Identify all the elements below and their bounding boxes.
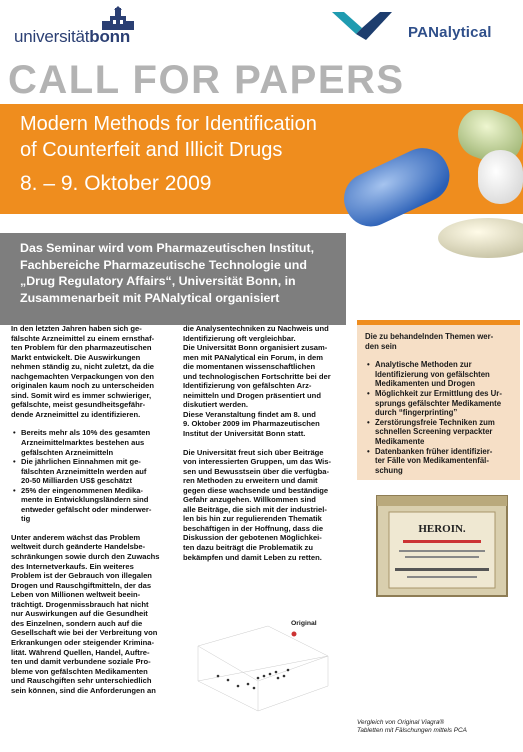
column-left (11, 324, 181, 695)
text-line: mente in Entwicklungsländern sind (21, 495, 149, 505)
heroin-box-photo (355, 484, 523, 604)
list-item: • Möglichkeit zur Ermittlung des Ur- (365, 389, 512, 399)
text-line: Medikamenten und Drogen (375, 379, 476, 389)
intro-line: „Drug Regulatory Affairs“, Universität Bonn, in (20, 274, 296, 289)
text-line: des Einzelnen, sondern auch auf die (11, 618, 143, 628)
text-line: Gefahr anzugehen. Willkommen sind (183, 495, 316, 505)
intro-box (0, 233, 346, 325)
panalytical-logo-icon (332, 10, 392, 44)
text-line: nur Auswirkungen auf die Gesundheit (11, 609, 148, 619)
col2-paragraph-1 (183, 324, 353, 439)
text-line: men mit PANalytical ein Forum, in dem (183, 352, 323, 362)
text-line: bekämpfen und damit Leben zu retten. (183, 552, 322, 562)
text-line: diskutiert werden. (183, 400, 248, 410)
text-line: Institut der Universität Bonn statt. (183, 429, 306, 439)
event-title-line-1: Modern Methods for Identification (20, 113, 317, 135)
sidebar-heading: den sein (365, 341, 397, 351)
text-line: Identifizierung oft vergleichbar. (183, 333, 296, 343)
text-line: gefälschte, meist gesundheitsgefähr- (11, 400, 146, 410)
text-line: Diskussion der gebotenen Möglichkei- (183, 533, 322, 543)
col1-paragraph-1 (11, 324, 181, 419)
text-line: ten Problem für den pharmazeutischen (11, 343, 152, 353)
text-line: Diese Veranstaltung findet am 8. und (183, 409, 316, 419)
col2-paragraph-2 (183, 448, 353, 563)
text-line: ten und damit verbundene soziale Pro- (11, 657, 151, 667)
topics-sidebar (357, 320, 520, 480)
text-line: ten dazu beiträgt die Problematik zu (183, 543, 313, 553)
text-line: bleme von gefälschten Medikamenten (11, 666, 148, 676)
text-line: originalen kaum noch zu unterscheiden (11, 381, 155, 391)
text-line: sein können, sind die Anforderungen an (11, 685, 156, 695)
text-line: fälschten Arzneimitteln werden auf (21, 466, 147, 476)
column-middle (183, 324, 353, 562)
university-name: universitätbonn (14, 27, 131, 46)
list-item: • Datenbanken früher identifizier- (365, 447, 512, 457)
caption-line: Vergleich von Original Viagra® (357, 719, 445, 726)
text-line: Markt entwickelt. Die Auswirkungen (11, 352, 141, 362)
text-line: Die Universität Bonn organisiert zusam- (183, 343, 328, 353)
text-line: Unter anderem wächst das Problem (11, 532, 141, 542)
text-line: Leben von Millionen weltweit beein- (11, 590, 141, 600)
text-line: und Rauschgiften sehr unterschiedlich (11, 676, 152, 686)
text-line: ter Fälle von Medikamentenfäl- (375, 456, 489, 466)
panalytical-name: PANalytical (408, 24, 492, 41)
text-line: von interessierten Gruppen, um das Wis- (183, 457, 332, 467)
text-line: schnellen Screening verpackter (375, 427, 493, 437)
text-line: weltweit durch geänderte Handelsbe- (11, 542, 146, 552)
text-line: sprungs gefälschter Medikamente (375, 398, 502, 408)
intro-line: Fachbereiche Pharmazeutische Technologie und (20, 257, 307, 272)
text-line: Identifizierung von gefälschten (375, 369, 490, 379)
text-line: Drogen und Rauschgiftmitteln, der das (11, 580, 152, 590)
col1-bullet-list (11, 428, 181, 523)
list-item: • Zerstörungsfreie Techniken zum (365, 418, 512, 428)
text-line: gefälschten Arzneimitteln (21, 447, 114, 457)
text-line: neimitteln und Drogen präsentiert und (183, 390, 321, 400)
pills-photo (338, 110, 523, 258)
text-line: sen und Bewusstsein über die verfügba- (183, 466, 329, 476)
text-line: In den letzten Jahren haben sich ge- (11, 324, 142, 333)
text-line: schung (375, 465, 403, 475)
text-line: des Internetverkaufs. Ein weiteres (11, 561, 134, 571)
list-item: • 25% der eingenommenen Medika- (11, 486, 181, 496)
text-line: Arzneimittelmarktes bestehen aus (21, 438, 145, 448)
text-line: Gesellschaft wie bei der Verbreitung von (11, 628, 158, 638)
text-line: gegen diese wachsende und beständige (183, 485, 329, 495)
text-line: schränkungen sowie durch den Zuwachs (11, 552, 160, 562)
list-item: • Analytische Methoden zur (365, 360, 512, 370)
text-line: nachgemachten Verpackungen von den (11, 371, 155, 381)
text-line: Die Universität freut sich über Beiträge (183, 447, 324, 457)
text-line: Erkrankungen oder steigender Krimina- (11, 637, 155, 647)
list-item: • Bereits mehr als 10% des gesamten (11, 428, 181, 438)
text-line: trächtigt. Drogenmissbrauch hat nicht (11, 599, 149, 609)
figure-caption (357, 719, 523, 735)
caption-line: Tabletten mit Fälschungen mittels PCA (357, 727, 467, 734)
text-line: die momentanen wissenschaftlichen (183, 362, 316, 372)
event-dates: 8. – 9. Oktober 2009 (20, 172, 212, 195)
text-line: Medikamente (375, 436, 425, 446)
text-line: 20-50 Milliarden US$ geschätzt (21, 476, 132, 486)
text-line: len bis hin zur regulierenden Thematik (183, 514, 322, 524)
original-label: Original (291, 620, 317, 627)
text-line: dende Arzneimittel zu identifizieren. (11, 409, 141, 419)
text-line: tig (21, 514, 31, 524)
text-line: lität. Während Quellen, Handel, Auftre- (11, 647, 150, 657)
col1-paragraph-2 (11, 533, 181, 695)
text-line: Identifizierung von gefälschten Arz- (183, 381, 312, 391)
text-line: entweder gefälscht oder minderwer- (21, 504, 152, 514)
text-line: nehmen ständig zu, nicht zuletzt, da die (11, 362, 155, 372)
intro-line: Zusammenarbeit mit PANalytical organisiert (20, 290, 280, 305)
text-line: Problem ist der Gebrauch von illegalen (11, 571, 152, 581)
event-title-line-2: of Counterfeit and Illicit Drugs (20, 139, 283, 161)
text-line: alle Beiträge, die sich mit der industriel- (183, 504, 327, 514)
list-item: • Die jährlichen Einnahmen mit ge- (11, 457, 181, 467)
text-line: und technologischen Fortschritte bei der (183, 371, 331, 381)
text-line: sind. Somit wird es immer schwieriger, (11, 390, 152, 400)
text-line: ren Methoden zu erweitern und damit (183, 476, 318, 486)
intro-line: Das Seminar wird vom Pharmazeutischen Institut, (20, 241, 315, 255)
text-line: beschäftigen in der Hoffnung, dass die (183, 523, 324, 533)
text-line: fälschte Arzneimittel zu einem ernsthaf- (11, 333, 155, 343)
text-line: durch “fingerprinting” (375, 408, 458, 418)
sidebar-heading: Die zu behandelnden Themen wer- (365, 332, 494, 341)
heroin-label: HEROIN. (418, 523, 466, 535)
text-line: 9. Oktober 2009 im Pharmazeutischen (183, 419, 320, 429)
text-line: die Analysentechniken zu Nachweis und (183, 324, 329, 333)
call-for-papers-heading: CALL FOR PAPERS (8, 58, 405, 102)
